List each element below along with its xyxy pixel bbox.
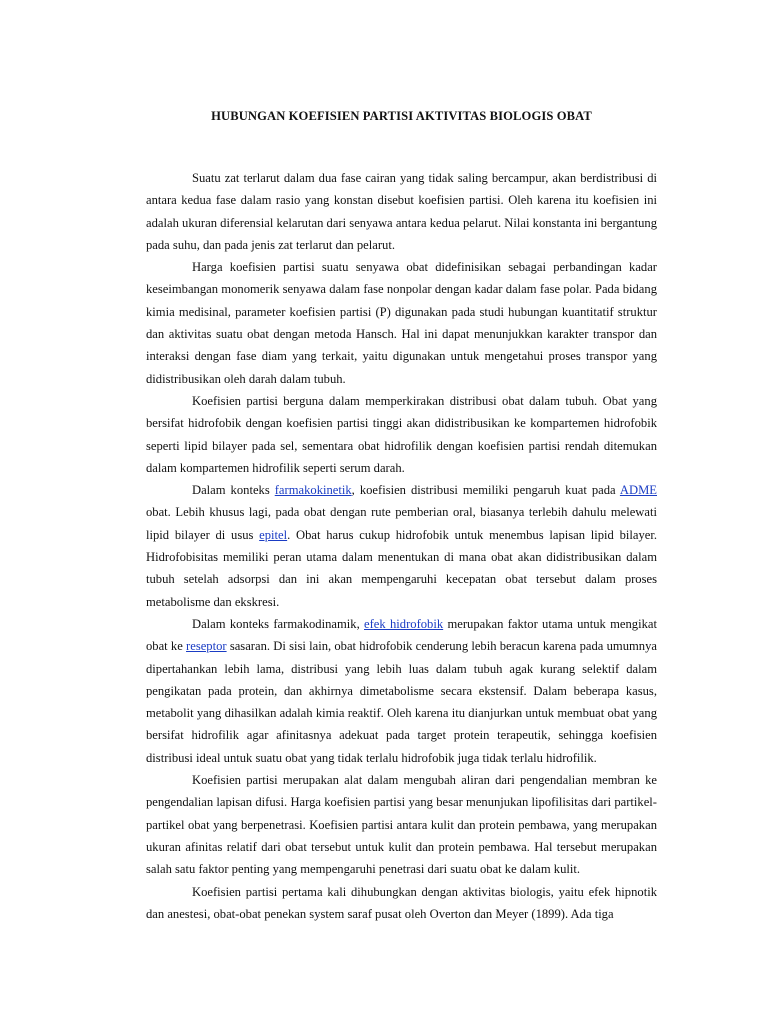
adme-link[interactable]: ADME [619,483,657,498]
epitel-link[interactable]: epitel [259,527,288,542]
paragraph-4-text-2: , koefisien distribusi memiliki pengaruh kuat pada [351,483,620,498]
farmakokinetik-link[interactable]: farmakokinetik [274,483,352,498]
efek-hidrofobik-link[interactable]: efek hidrofobik [364,616,444,631]
paragraph-4 [146,479,657,613]
paragraph-5-text-1: Dalam konteks farmakodinamik, [192,616,365,631]
paragraph-5-text-3: sasaran. Di sisi lain, obat hidrofobik cenderung lebih beracun karena pada umumnya dipertahankan lebih lama, distribusi yang lebih luas dalam tubuh agak kurang selektif dalam pengikatan pada protein, dan akhirnya dimetabolisme secara ekstensif. Dalam beberapa kasus, metabolit yang dihasilkan adalah kimia reaktif. Oleh karena itu dianjurkan untuk membuat obat yang bersifat hidrofilik agar afinitasnya adekuat pada target protein terapeutik, sehingga koefisien distribusi ideal untuk suatu obat yang tidak terlalu hidrofobik juga tidak terlalu hidrofilik. [146,639,657,765]
document-title: HUBUNGAN KOEFISIEN PARTISI AKTIVITAS BIOLOGIS OBAT [211,109,592,123]
paragraph-2: Harga koefisien partisi suatu senyawa obat didefinisikan sebagai perbandingan kadar keseimbangan monomerik senyawa dalam fase nonpolar dengan kadar dalam fase polar. Pada bidang kimia medisinal, parameter koefisien partisi (P) digunakan pada studi hubungan kuantitatif struktur dan aktivitas suatu obat dengan metoda Hansch. Hal ini dapat menunjukkan karakter transpor dan interaksi dengan fase diam yang terkait, yaitu digunakan untuk mengetahui proses transpor yang didistribusikan oleh darah dalam tubuh. [146,260,657,386]
paragraph-4-text-1: Dalam konteks [192,483,275,498]
paragraph-4-text-4: . Obat harus cukup hidrofobik untuk menembus lapisan lipid bilayer. Hidrofobisitas memiliki peran utama dalam menentukan di mana obat akan didistribusikan dalam tubuh setelah adsorpsi dan ini akan mempengaruhi kecepatan obat tersebut dalam proses metabolisme dan ekskresi. [146,527,657,609]
paragraph-3: Koefisien partisi berguna dalam memperkirakan distribusi obat dalam tubuh. Obat yang bersifat hidrofobik dengan koefisien partisi tinggi akan didistribusikan ke kompartemen hidrofobik seperti lipid bilayer pada sel, sementara obat hidrofilik dengan koefisien partisi rendah ditemukan dalam kompartemen hidrofilik seperti serum darah. [146,393,657,475]
paragraph-4-text-3: obat. Lebih khusus lagi, pada obat dengan rute pemberian oral, biasanya terlebih dahulu melewati lipid bilayer di usus [146,505,657,542]
reseptor-link[interactable]: reseptor [186,639,227,654]
paragraph-5 [146,613,657,769]
paragraph-5-text-2: merupakan faktor utama untuk mengikat obat ke [146,616,657,654]
paragraph-7: Koefisien partisi pertama kali dihubungkan dengan aktivitas biologis, yaitu efek hipnotik dan anestesi, obat-obat penekan system saraf pusat oleh Overton dan Meyer (1899). Ada tiga [146,884,657,921]
paragraph-6: Koefisien partisi merupakan alat dalam mengubah aliran dari pengendalian membran ke pengendalian lapisan difusi. Harga koefisien partisi yang besar menunjukan lipofilisitas dari partikel-partikel obat yang berpenetrasi. Koefisien partisi antara kulit dan protein pembawa, yang merupakan ukuran afinitas relatif dari obat tersebut untuk kulit dan protein pembawa. Hal tersebut merupakan salah satu faktor penting yang mempengaruhi penetrasi dari suatu obat ke dalam kulit. [146,773,657,877]
document-body [146,167,657,925]
paragraph-1: Suatu zat terlarut dalam dua fase cairan yang tidak saling bercampur, akan berdistribusi di antara kedua fase dalam rasio yang konstan disebut koefisien partisi. Oleh karena itu koefisien ini adalah ukuran diferensial kelarutan dari senyawa antara kedua pelarut. Nilai konstanta ini bergantung pada suhu, dan pada jenis zat terlarut dan pelarut. [146,171,657,252]
